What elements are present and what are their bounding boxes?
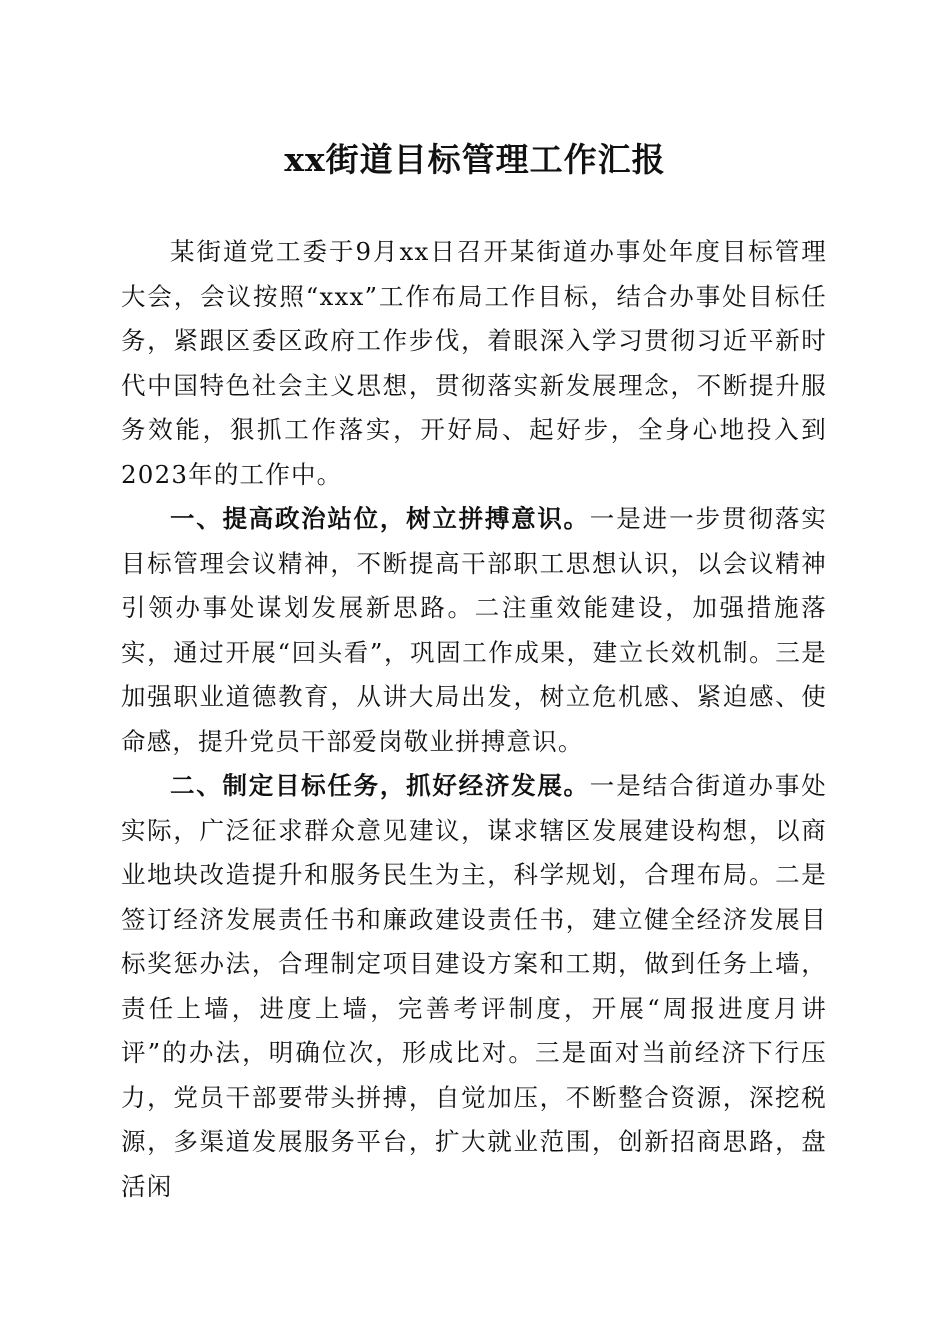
document-title: xx街道目标管理工作汇报 [284,140,666,179]
document-body [121,230,827,1209]
section-2-paragraph [121,764,827,1209]
section-1-heading: 一、提高政治站位，树立拼搏意识。 [170,504,590,533]
section-1-text: 一是进一步贯彻落实目标管理会议精神，不断提高干部职工思想认识，以会议精神引领办事处谋划发展新思路。二注重效能建设，加强措施落实，通过开展“回头看”，巩固工作成果，建立长效机制。三是加强职业道德教育，从讲大局出发，树立危机感、紧迫感、使命感，提升党员干部爱岗敬业拼搏意识。 [121,504,827,756]
intro-paragraph: 某街道党工委于9月xx日召开某街道办事处年度目标管理大会，会议按照“xxx”工作布局工作目标，结合办事处目标任务，紧跟区委区政府工作步伐，着眼深入学习贯彻习近平新时代中国特色社会主义思想，贯彻落实新发展理念，不断提升服务效能，狠抓工作落实，开好局、起好步，全身心地投入到2023年的工作中。 [121,237,827,489]
section-2-heading: 二、制定目标任务，抓好经济发展。 [170,771,590,800]
section-2-text: 一是结合街道办事处实际，广泛征求群众意见建议，谋求辖区发展建设构想，以商业地块改造提升和服务民生为主，科学规划，合理布局。二是签订经济发展责任书和廉政建设责任书，建立健全经济发展目标奖惩办法，合理制定项目建设方案和工期，做到任务上墙，责任上墙，进度上墙，完善考评制度，开展“周报进度月讲评”的办法，明确位次，形成比对。三是面对当前经济下行压力，党员干部要带头拼搏，自觉加压，不断整合资源，深挖税源，多渠道发展服务平台，扩大就业范围，创新招商思路，盘活闲 [121,771,827,1201]
section-1-paragraph [121,497,827,764]
